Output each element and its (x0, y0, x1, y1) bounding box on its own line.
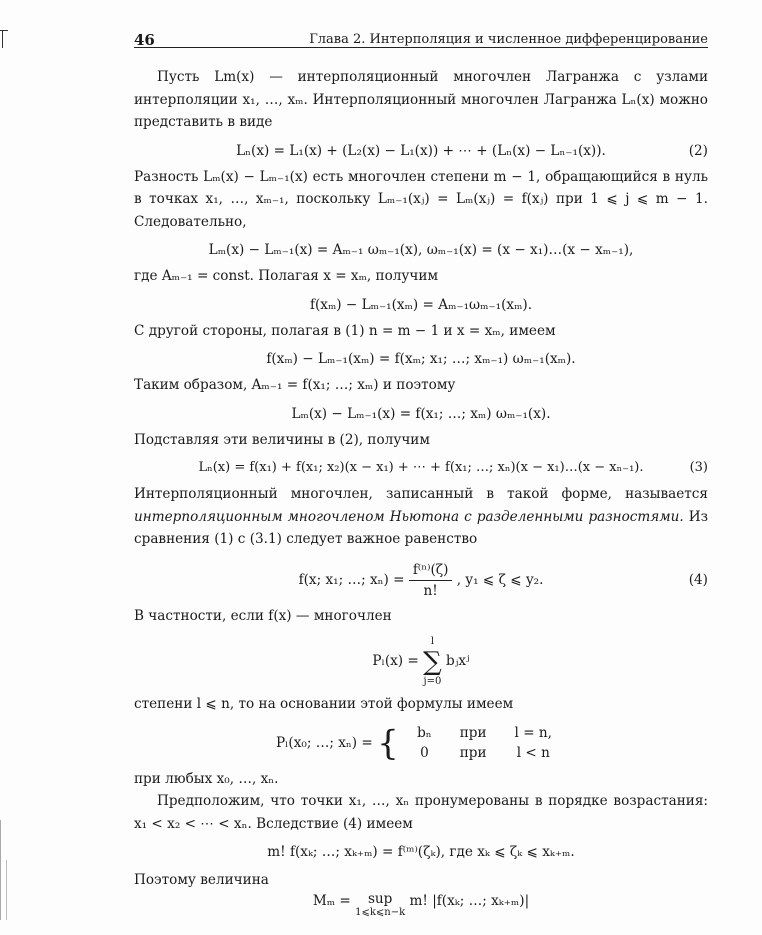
case-word: при (459, 745, 487, 761)
equation-right: m! |f(xₖ; …; xₖ₊ₘ)| (409, 892, 530, 909)
sup-operator: sup (367, 890, 393, 907)
equation-right: bⱼxʲ (446, 653, 470, 669)
paragraph: С другой стороны, полагая в (1) n = m − 1 и x = xₘ, имеем (134, 322, 556, 339)
paragraph: при любых x₀, …, xₙ. (134, 770, 279, 787)
case-value: 0 (420, 745, 429, 761)
equation-4 (134, 557, 708, 603)
sum-sigma: ∑ (423, 646, 442, 677)
equation-body: Lₙ(x) = f(x₁) + f(x₁; x₂)(x − x₁) + ⋯ + f(x₁; …; xₙ)(x − x₁)…(x − xₙ₋₁). (198, 460, 644, 475)
brace: { (377, 723, 399, 763)
emphasis-text: интерполяционным многочленом Ньютона с разделенными разностями. (134, 508, 684, 525)
equation-2 (134, 140, 708, 162)
page-number: 46 (134, 31, 155, 49)
equation: f(xₘ) − Lₘ₋₁(xₘ) = f(xₘ; x₁; …; xₘ₋₁) ωₘ₋₁(xₘ). (266, 351, 576, 367)
case-value: bₙ (417, 725, 432, 741)
equation-number: (2) (688, 142, 708, 159)
sum-lower-limit: j=0 (423, 675, 442, 687)
equation-number: (4) (688, 571, 708, 588)
fraction (409, 560, 453, 601)
margin-mark (6, 860, 7, 920)
paragraph: Таким образом, Aₘ₋₁ = f(x₁; …; xₘ) и поэтому (134, 377, 456, 393)
sup-subscript: 1⩽k⩽n−k (355, 906, 406, 918)
paragraph-text: Из сравнения (1) с (3.1) следует важное равенство (134, 508, 709, 547)
equation-system (134, 720, 708, 766)
supremum (355, 892, 405, 920)
paragraph: степени l ⩽ n, то на основании этой формулы имеем (134, 696, 514, 712)
paragraph: Поэтому величина (134, 872, 269, 888)
paragraph: Предположим, что точки x₁, …, xₙ пронумерованы в порядке возрастания: x₁ < x₂ < ⋯ < xₙ. Вследствие (4) имеем (134, 793, 708, 832)
equation-number: (3) (689, 460, 708, 475)
book-page (134, 25, 708, 920)
case-word: при (459, 725, 487, 741)
fraction-numerator: f⁽ⁿ⁾(ζ) (409, 560, 453, 581)
equation-body: Lₙ(x) = L₁(x) + (L₂(x) − L₁(x)) + ⋯ + (Lₙ(x) − Lₙ₋₁(x)). (236, 142, 606, 159)
equation: Lₘ(x) − Lₘ₋₁(x) = f(x₁; …; xₘ) ωₘ₋₁(x). (291, 405, 551, 422)
paragraph: где Aₘ₋₁ = const. Полагая x = xₘ, получим (134, 268, 439, 284)
equation-left: Pₗ(x₀; …; xₙ) = (275, 734, 373, 751)
paragraph-text: Интерполяционный многочлен, записанный в такой форме, называется (134, 486, 708, 502)
equation: f(xₘ) − Lₘ₋₁(xₘ) = Aₘ₋₁ωₘ₋₁(xₘ). (309, 296, 533, 313)
equation-left: Pₗ(x) = (372, 653, 419, 669)
margin-mark (0, 30, 8, 31)
equation-left: f(x; x₁; …; xₙ) = (298, 571, 405, 588)
summation (423, 635, 442, 689)
paragraph: Пусть Lm(x) — интерполяционный многочлен Лагранжа с узлами интерполяции x₁, …, xₘ. Интерполяционный многочлен Лагранжа Lₙ(x) можно представить в виде (134, 69, 708, 130)
case-condition: l = n, (514, 725, 552, 741)
running-title: Глава 2. Интерполяция и численное дифференцирование (309, 32, 708, 47)
sum-upper-limit: l (430, 635, 435, 647)
margin-mark (0, 820, 1, 920)
paragraph: Разность Lₘ(x) − Lₘ₋₁(x) есть многочлен степени m − 1, обращающийся в нуль в точках x₁, …, xₘ₋₁, поскольку Lₘ₋₁(xⱼ) = Lₘ(xⱼ) = f(xⱼ) при 1 ⩽ j ⩽ m − 1. Следовательно, (134, 168, 708, 230)
margin-mark (2, 30, 3, 48)
paragraph: Подставляя эти величины в (2), получим (134, 431, 430, 448)
cases-table (403, 723, 566, 763)
equation-right: , y₁ ⩽ ζ ⩽ y₂. (456, 571, 544, 588)
fraction-denominator: n! (423, 582, 438, 599)
paragraph (134, 483, 708, 551)
case-condition: l < n (516, 745, 550, 761)
equation: Lₘ(x) − Lₘ₋₁(x) = Aₘ₋₁ ωₘ₋₁(x), ωₘ₋₁(x) = (x − x₁)…(x − xₘ₋₁), (208, 242, 634, 258)
page-header (134, 25, 708, 48)
equation-3 (134, 457, 708, 479)
equation (134, 631, 708, 691)
equation: m! f(xₖ; …; xₖ₊ₘ) = f⁽ᵐ⁾(ζₖ), где xₖ ⩽ ζₖ ⩽ xₖ₊ₘ. (267, 844, 575, 860)
equation (134, 892, 708, 920)
paragraph: В частности, если f(x) — многочлен (134, 607, 392, 624)
equation-left: Mₘ = (312, 892, 351, 909)
